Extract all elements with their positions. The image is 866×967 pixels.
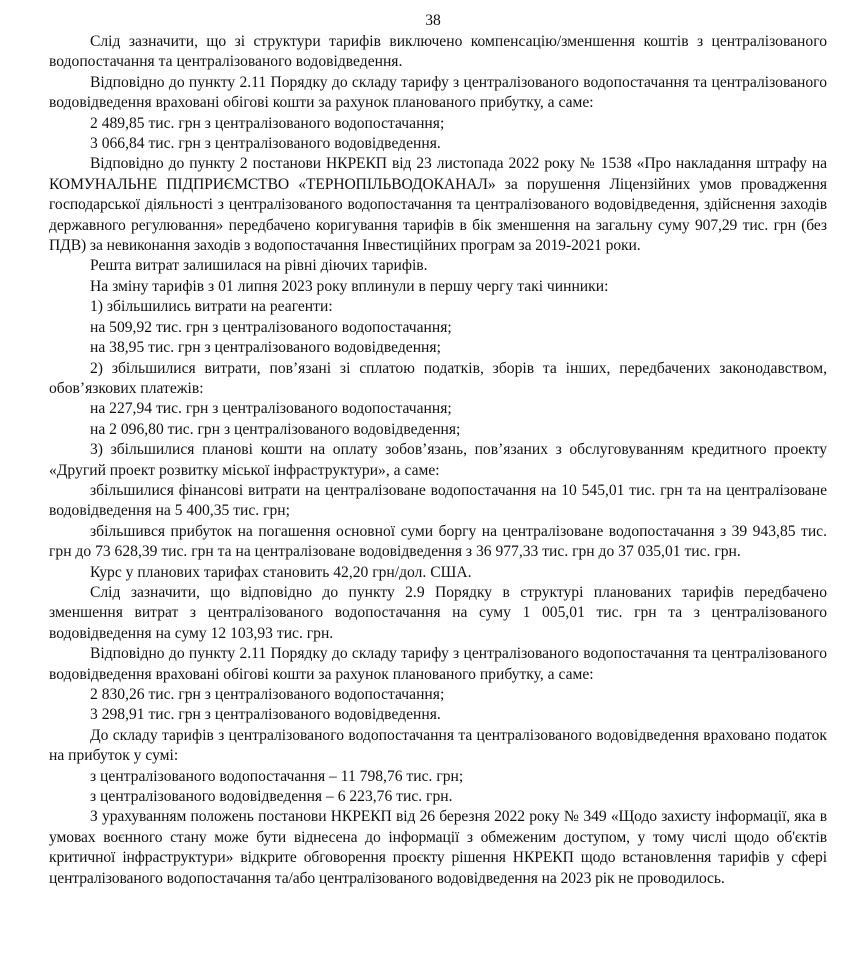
paragraph: збільшився прибуток на погашення основної суми боргу на централізоване водопостачання з 39 943,85 тис. грн до 73 628,39 тис. грн та на централізоване водовідведення з 36 977,33 тис. грн до 37 035,01 тис. грн. — [49, 522, 827, 561]
paragraph: 3 066,84 тис. грн з централізованого водовідведення. — [90, 135, 441, 153]
paragraph: До складу тарифів з централізованого водопостачання та централізованого водовідведення враховано податок на прибуток у сумі: — [49, 726, 827, 765]
page-number: 38 — [425, 12, 441, 29]
paragraph: 2) збільшилися витрати, пов’язані зі сплатою податків, зборів та інших, передбачених законодавством, обов’язкових платежів: — [49, 359, 827, 397]
paragraph: Слід зазначити, що відповідно до пункту 2.9 Порядку в структурі планованих тарифів передбачено зменшення витрат з централізованого водопостачання на суму 1 005,01 тис. грн та з централізованого водовідведення на суму 12 103,93 тис. грн. — [49, 583, 827, 642]
paragraph: 2 830,26 тис. грн з централізованого водопостачання; — [90, 686, 445, 703]
paragraph: з централізованого водовідведення – 6 223,76 тис. грн. — [90, 788, 453, 806]
paragraph: з централізованого водопостачання – 11 798,76 тис. грн; — [90, 767, 464, 785]
document-body — [49, 32, 827, 889]
paragraph: Курс у планових тарифах становить 42,20 грн/дол. США. — [90, 563, 472, 581]
paragraph: на 38,95 тис. грн з централізованого водовідведення; — [90, 339, 441, 357]
paragraph: на 2 096,80 тис. грн з централізованого водовідведення; — [90, 420, 461, 438]
paragraph: Відповідно до пункту 2 постанови НКРЕКП від 23 листопада 2022 року № 1538 «Про накладання штрафу на КОМУНАЛЬНЕ ПІДПРИЄМСТВО «ТЕРНОПІЛЬВОДОКАНАЛ» за порушення Ліцензійних умов провадження господарської діяльності з централізованого водопостачання та централізованого водовідведення, здійснення заходів державного регулювання» передбачено коригування тарифів в бік зменшення на загальну суму 907,29 тис. грн (без ПДВ) за невиконання заходів з водопостачання Інвестиційних програм за 2019-2021 роки. — [49, 155, 827, 255]
paragraph: Слід зазначити, що зі структури тарифів виключено компенсацію/зменшення коштів з централізованого водопостачання та централізованого водовідведення. — [49, 33, 827, 71]
paragraph: на 509,92 тис. грн з централізованого водопостачання; — [90, 318, 452, 336]
paragraph: збільшилися фінансові витрати на централізоване водопостачання на 10 545,01 тис. грн та на централізоване водовідведення на 5 400,35 тис. грн; — [49, 481, 827, 520]
paragraph: На зміну тарифів з 01 липня 2023 року вплинули в першу чергу такі чинники: — [90, 277, 609, 295]
paragraph: 3) збільшилися планові кошти на оплату зобов’язань, пов’язаних з обслуговуванням кредитного проекту «Другий проект розвитку міської інфраструктури», а саме: — [49, 441, 827, 479]
paragraph: на 227,94 тис. грн з централізованого водопостачання; — [90, 400, 452, 418]
paragraph: З урахуванням положень постанови НКРЕКП від 26 березня 2022 року № 349 «Щодо захисту інформації, яка в умовах воєнного стану може бути віднесена до інформації з обмеженим доступом, у тому числі щодо об'єктів критичної інфраструктури» відкрите обговорення проєкту рішення НКРЕКП щодо встановлення тарифів у сфері централізованого водопостачання та/або централізованого водовідведення на 2023 рік не проводилось. — [49, 808, 827, 887]
paragraph: 1) збільшились витрати на реагенти: — [90, 298, 333, 316]
paragraph: Відповідно до пункту 2.11 Порядку до складу тарифу з централізованого водопостачання та централізованого водовідведення враховані обігові кошти за рахунок планованого прибутку, а саме: — [49, 645, 827, 683]
paragraph: 3 298,91 тис. грн з централізованого водовідведення. — [90, 706, 441, 724]
paragraph: Решта витрат залишилася на рівні діючих тарифів. — [90, 257, 428, 275]
paragraph: 2 489,85 тис. грн з централізованого водопостачання; — [90, 114, 445, 132]
paragraph: Відповідно до пункту 2.11 Порядку до складу тарифу з централізованого водопостачання та централізованого водовідведення враховані обігові кошти за рахунок планованого прибутку, а саме: — [49, 73, 827, 112]
